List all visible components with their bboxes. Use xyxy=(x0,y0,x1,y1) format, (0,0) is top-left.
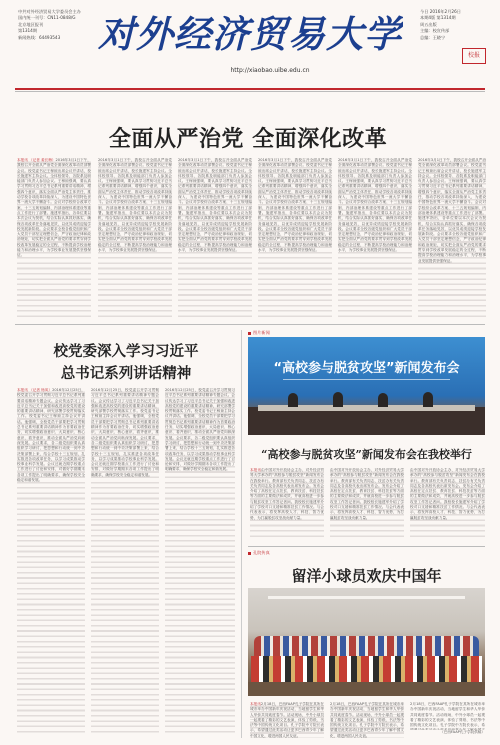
article4-byline: 本报讯 xyxy=(250,702,261,706)
masthead-rule xyxy=(15,88,485,90)
section-tag-label: 孔院传真 xyxy=(253,550,270,555)
article1-body: 2016年3月1日下午，我校召开全面从严治党全面深化改革动员部署会议。校党委书记王稼琼出席会议并讲话，校长施建军主持会议。全体校领导、各院系及职能部门负责人参加会议。王稼琼强调，要认真学习贯彻习近平总书记系列重要讲话精神，增强四个意识，落实全面从严治党主体责任，推动学校各项改革持续深入，为建设中国特色世界一流大学不懈奋斗。会议对学校综合改革方案、十三五规划编制、内部治理体系建设等重点工作进行了部署。施建军指出，各单位要以本次会议为契机，结合实际认真抓好落实，确保各项改革任务落地见效，以优异成绩迎接学校发展新阶段。会议要求全校各级党组织和广大党员干部坚定理想信念，严守政治纪律和政治规矩，切实把全面从严治党的要求贯穿到学校改革发展稳定的全过程，不断提高学校治理能力和治理水平，为学校事业发展提供坚强保证。 xyxy=(418,158,486,263)
article1-body: 2016年3月1日下午，我校召开全面从严治党全面深化改革动员部署会议。校党委书记王稼琼出席会议并讲话，校长施建军主持会议。全体校领导、各院系及职能部门负责人参加会议。王稼琼强调，要认真学习贯彻习近平总书记系列重要讲话精神，增强四个意识，落实全面从严治党主体责任，推动学校各项改革持续深入，为建设中国特色世界一流大学不懈奋斗。会议对学校综合改革方案、十三五规划编制、内部治理体系建设等重点工作进行了部署。施建军指出，各单位要以本次会议为契机，结合实际认真抓好落实，确保各项改革任务落地见效，以优异成绩迎接学校发展新阶段。会议要求全校各级党组织和广大党员干部坚定理想信念，严守政治纪律和政治规矩，切实把全面从严治党的要求贯穿到学校改革发展稳定的全过程，不断提高学校治理能力和治理水平，为学校事业发展提供坚强保证。 xyxy=(338,158,412,253)
article1-byline: 本报讯 （记者 姜长梅） xyxy=(17,158,56,162)
article2-col-1 xyxy=(17,388,85,736)
crowd-row xyxy=(254,636,479,656)
section-square-icon xyxy=(248,552,251,555)
article3-body: 由中国对外开放协会主办、对外经济贸易大学承办的“高校参与脱贫攻坚”新闻发布会在我校举行。教育部有关负责同志、扶贫办有关负责同志及各高校代表出席发布会。发布会介绍了高校在定点扶贫、教育扶贫、科技扶贫等方面的主要做法和成效，并就高校进一步参与脱贫攻坚工作答记者问。我校校长施建军介绍了学校对口支援和精准扶贫工作情况。与会代表表示，将发挥高校人才、科技、智力优势，为打赢脱贫攻坚战贡献力量。 xyxy=(250,468,324,520)
badge-label: 校报 xyxy=(467,52,480,59)
article1-col-6 xyxy=(418,158,486,318)
photo-group-kids xyxy=(248,588,485,696)
article1-col-1 xyxy=(17,158,91,318)
article2-col-3 xyxy=(165,388,235,736)
info-line: 北京地区报刊 xyxy=(18,21,44,27)
podium-table xyxy=(248,407,485,435)
article1-body: 2016年3月1日下午，我校召开全面从严治党全面深化改革动员部署会议。校党委书记王稼琼出席会议并讲话，校长施建军主持会议。全体校领导、各院系及职能部门负责人参加会议。王稼琼强调，要认真学习贯彻习近平总书记系列重要讲话精神，增强四个意识，落实全面从严治党主体责任，推动学校各项改革持续深入，为建设中国特色世界一流大学不懈奋斗。会议对学校综合改革方案、十三五规划编制、内部治理体系建设等重点工作进行了部署。施建军指出，各单位要以本次会议为契机，结合实际认真抓好落实，确保各项改革任务落地见效，以优异成绩迎接学校发展新阶段。会议要求全校各级党组织和广大党员干部坚定理想信念，严守政治纪律和政治规矩，切实把全面从严治党的要求贯穿到学校改革发展稳定的全过程，不断提高学校治理能力和治理水平，为学校事业发展提供坚强保证。 xyxy=(98,158,172,253)
article1-col-3 xyxy=(178,158,252,318)
article4-headline: 留洋小球员欢庆中国年 xyxy=(291,567,442,585)
article3-headline: “高校参与脱贫攻坚”新闻发布会在我校举行 xyxy=(261,448,472,461)
article1-headline: 全面从严治党 全面深化改革 xyxy=(108,126,388,152)
article2-headline-line1: 校党委深入学习习近平 xyxy=(53,343,199,360)
ceiling-light xyxy=(268,596,465,599)
crowd-row xyxy=(251,656,482,682)
section-tag-photo xyxy=(248,330,270,336)
masthead-rule-thin xyxy=(15,91,485,92)
article2-body: 2016年12月25日，校党委召开学习贯彻习近平总书记系列重要讲话精神专题会议。会议传达学习了习近平总书记关于加强和改进高校党的建设的重要讲话精神，研究部署学校贯彻落实工作。校党委书记王稼琼主持会议并讲话。他强调，全校党员干部要把学习贯彻总书记系列重要讲话精神作为首要政治任务，切实增强政治意识、大局意识、核心意识、看齐意识，推动全面从严治党向纵深发展。会议要求，各二级党组织要认真组织学习研讨，把思想和行动统一到中央决策部署上来，结合学校十三五规划，扎实推进各项改革任务，以学习成果推动学校事业科学发展。会议还就近期学校重点工作进行了讨论和安排，对做好学期期末各项工作提出了明确要求，确保学校安全稳定和谐发展。 xyxy=(91,388,159,477)
article1-col-2 xyxy=(98,158,172,318)
info-line: 今日 2016年2月26日 xyxy=(420,9,461,14)
article2-col-2 xyxy=(91,388,159,736)
article4-caption: （巴西FAAP孔子学院供稿） xyxy=(440,730,485,734)
divider xyxy=(248,546,485,547)
article4-body: 2月18日，巴西FAAP孔子学院在其所在城市举办中国新年庆祝活动，当地留学生和华人华侨共同欢度春节。活动现场，中外小球员一起观看了精彩的文艺表演，体验了剪纸、书法等中国传统文化项目。孔子学院中方院长表示，希望通过此类活动让更多巴西青少年了解中国文化，增进两国人民友谊。 xyxy=(250,702,324,738)
article3-body: 由中国对外开放协会主办、对外经济贸易大学承办的“高校参与脱贫攻坚”新闻发布会在我校举行。教育部有关负责同志、扶贫办有关负责同志及各高校代表出席发布会。发布会介绍了高校在定点扶贫、教育扶贫、科技扶贫等方面的主要做法和成效，并就高校进一步参与脱贫攻坚工作答记者问。我校校长施建军介绍了学校对口支援和精准扶贫工作情况。与会代表表示，将发挥高校人才、科技、智力优势，为打赢脱贫攻坚战贡献力量。 xyxy=(330,468,404,520)
speaker-figure xyxy=(423,392,433,407)
info-line: 第1314期 xyxy=(18,28,38,34)
article4-col-1 xyxy=(250,702,324,738)
speaker-figure xyxy=(378,393,388,407)
info-line: 主编：校宣传部 xyxy=(420,28,450,34)
masthead-url[interactable]: http://xiaobao.uibe.edu.cn xyxy=(230,67,310,74)
info-line: 中共对外经济贸易大学委员会主办 xyxy=(18,9,81,14)
article1-body: 2016年3月1日下午，我校召开全面从严治党全面深化改革动员部署会议。校党委书记王稼琼出席会议并讲话，校长施建军主持会议。全体校领导、各院系及职能部门负责人参加会议。王稼琼强调，要认真学习贯彻习近平总书记系列重要讲话精神，增强四个意识，落实全面从严治党主体责任，推动学校各项改革持续深入，为建设中国特色世界一流大学不懈奋斗。会议对学校综合改革方案、十三五规划编制、内部治理体系建设等重点工作进行了部署。施建军指出，各单位要以本次会议为契机，结合实际认真抓好落实，确保各项改革任务落地见效，以优异成绩迎接学校发展新阶段。会议要求全校各级党组织和广大党员干部坚定理想信念，严守政治纪律和政治规矩，切实把全面从严治党的要求贯穿到学校改革发展稳定的全过程，不断提高学校治理能力和治理水平，为学校事业发展提供坚强保证。 xyxy=(178,158,252,253)
masthead-right-info xyxy=(420,9,490,41)
article3-col-3 xyxy=(410,468,485,540)
section-tag-label: 图片新闻 xyxy=(253,330,270,335)
banner-underline xyxy=(283,379,450,380)
masthead-logo: 对外经济贸易大学 xyxy=(98,12,402,56)
article3-col-1 xyxy=(250,468,324,540)
article3-byline: 本报讯 xyxy=(250,468,262,472)
info-line: 总编：王晓宁 xyxy=(420,34,446,40)
floor xyxy=(248,682,485,696)
masthead-left-info xyxy=(18,9,88,41)
divider xyxy=(15,324,485,325)
article2-headline-line2: 总书记系列讲话精神 xyxy=(60,365,192,382)
article4-body: 2月18日，巴西FAAP孔子学院在其所在城市举办中国新年庆祝活动，当地留学生和华人华侨共同欢度春节。活动现场，中外小球员一起观看了精彩的文艺表演，体验了剪纸、书法等中国传统文化项目。孔子学院中方院长表示，希望通过此类活动让更多巴西青少年了解中国文化，增进两国人民友谊。 xyxy=(330,702,404,738)
article4-col-2 xyxy=(330,702,404,738)
info-line: 新闻热线：64493543 xyxy=(18,34,61,40)
article1-col-5 xyxy=(338,158,412,318)
photo-press-conference xyxy=(248,337,485,435)
article3-body: 由中国对外开放协会主办、对外经济贸易大学承办的“高校参与脱贫攻坚”新闻发布会在我校举行。教育部有关负责同志、扶贫办有关负责同志及各高校代表出席发布会。发布会介绍了高校在定点扶贫、教育扶贫、科技扶贫等方面的主要做法和成效，并就高校进一步参与脱贫攻坚工作答记者问。我校校长施建军介绍了学校对口支援和精准扶贫工作情况。与会代表表示，将发挥高校人才、科技、智力优势，为打赢脱贫攻坚战贡献力量。 xyxy=(410,468,485,520)
article2-byline: 本报讯 （记者 杨凤） xyxy=(17,388,53,392)
section-tag-confucius xyxy=(248,550,270,556)
article2-body: 2016年12月25日，校党委召开学习贯彻习近平总书记系列重要讲话精神专题会议。会议传达学习了习近平总书记关于加强和改进高校党的建设的重要讲话精神，研究部署学校贯彻落实工作。校党委书记王稼琼主持会议并讲话。他强调，全校党员干部要把学习贯彻总书记系列重要讲话精神作为首要政治任务，切实增强政治意识、大局意识、核心意识、看齐意识，推动全面从严治党向纵深发展。会议要求，各二级党组织要认真组织学习研讨，把思想和行动统一到中央决策部署上来，结合学校十三五规划，扎实推进各项改革任务，以学习成果推动学校事业科学发展。会议还就近期学校重点工作进行了讨论和安排，对做好学期期末各项工作提出了明确要求，确保学校安全稳定和谐发展。 xyxy=(165,388,235,472)
article4-body: 2月18日，巴西FAAP孔子学院在其所在城市举办中国新年庆祝活动，当地留学生和华人华侨共同欢度春节。活动现场，中外小球员一起观看了精彩的文艺表演，体验了剪纸、书法等中国传统文化项目。孔子学院中方院长表示，希 xyxy=(410,702,485,728)
masthead-badge xyxy=(462,48,486,64)
article1-col-4 xyxy=(258,158,332,318)
column-divider xyxy=(241,330,242,738)
article1-body: 2016年3月1日下午，我校召开全面从严治党全面深化改革动员部署会议。校党委书记王稼琼出席会议并讲话，校长施建军主持会议。全体校领导、各院系及职能部门负责人参加会议。王稼琼强调，要认真学习贯彻习近平总书记系列重要讲话精神，增强四个意识，落实全面从严治党主体责任，推动学校各项改革持续深入，为建设中国特色世界一流大学不懈奋斗。会议对学校综合改革方案、十三五规划编制、内部治理体系建设等重点工作进行了部署。施建军指出，各单位要以本次会议为契机，结合实际认真抓好落实，确保各项改革任务落地见效，以优异成绩迎接学校发展新阶段。会议要求全校各级党组织和广大党员干部坚定理想信念，严守政治纪律和政治规矩，切实把全面从严治党的要求贯穿到学校改革发展稳定的全过程，不断提高学校治理能力和治理水平，为学校事业发展提供坚强保证。 xyxy=(17,158,91,258)
speaker-figure xyxy=(288,393,298,407)
article1-body: 2016年3月1日下午，我校召开全面从严治党全面深化改革动员部署会议。校党委书记王稼琼出席会议并讲话，校长施建军主持会议。全体校领导、各院系及职能部门负责人参加会议。王稼琼强调，要认真学习贯彻习近平总书记系列重要讲话精神，增强四个意识，落实全面从严治党主体责任，推动学校各项改革持续深入，为建设中国特色世界一流大学不懈奋斗。会议对学校综合改革方案、十三五规划编制、内部治理体系建设等重点工作进行了部署。施建军指出，各单位要以本次会议为契机，结合实际认真抓好落实，确保各项改革任务落地见效，以优异成绩迎接学校发展新阶段。会议要求全校各级党组织和广大党员干部坚定理想信念，严守政治纪律和政治规矩，切实把全面从严治党的要求贯穿到学校改革发展稳定的全过程，不断提高学校治理能力和治理水平，为学校事业发展提供坚强保证。 xyxy=(258,158,332,253)
article2-body: 2016年12月25日，校党委召开学习贯彻习近平总书记系列重要讲话精神专题会议。会议传达学习了习近平总书记关于加强和改进高校党的建设的重要讲话精神，研究部署学校贯彻落实工作。校党委书记王稼琼主持会议并讲话。他强调，全校党员干部要把学习贯彻总书记系列重要讲话精神作为首要政治任务，切实增强政治意识、大局意识、核心意识、看齐意识，推动全面从严治党向纵深发展。会议要求，各二级党组织要认真组织学习研讨，把思想和行动统一到中央决策部署上来，结合学校十三五规划，扎实推进各项改革任务，以学习成果推动学校事业科学发展。会议还就近期学校重点工作进行了讨论和安排，对做好学期期末各项工作提出了明确要求，确保学校安全稳定和谐发展。 xyxy=(17,388,85,483)
info-line: 本期4版 第1314期 xyxy=(420,15,456,21)
masthead xyxy=(0,0,500,88)
article4-col-3 xyxy=(410,702,485,738)
info-line: 周五出版 xyxy=(420,21,437,27)
speaker-figure xyxy=(333,392,343,407)
section-square-icon xyxy=(248,332,251,335)
info-line: 国内统一刊号：CN11-0848/G xyxy=(18,15,76,21)
banner-text: “高校参与脱贫攻坚”新闻发布会 xyxy=(273,361,460,376)
article3-col-2 xyxy=(330,468,404,540)
